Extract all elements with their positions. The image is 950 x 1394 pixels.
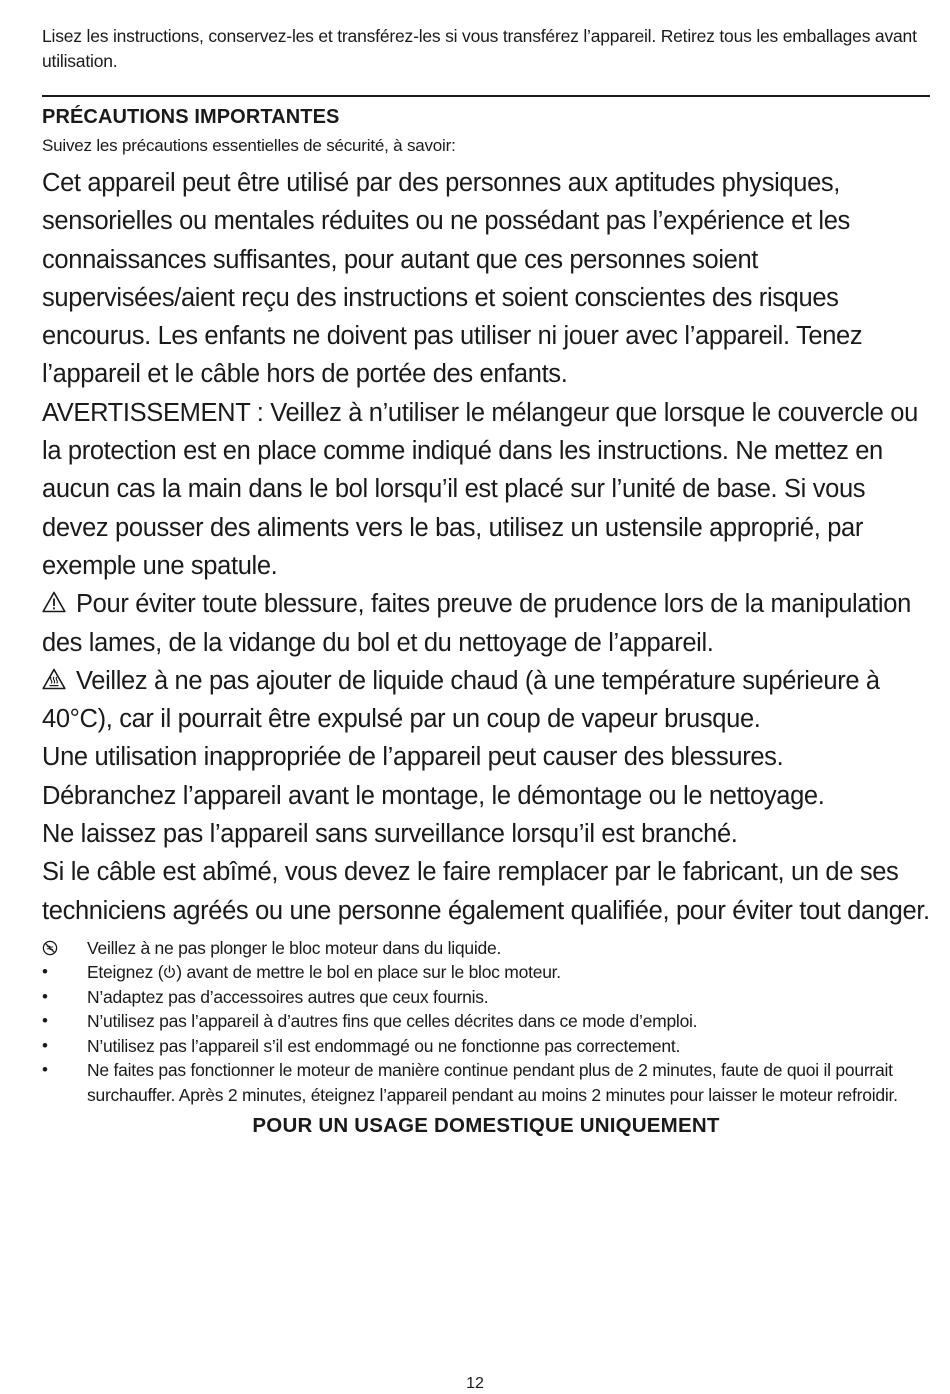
list-item-text: N’adaptez pas d’accessoires autres que ceux fournis. [87,986,489,1007]
paragraph-blades-text: Pour éviter toute blessure, faites preuve de prudence lors de la manipulation des lames, de la vidange du bol et du nettoyage de l’appareil. [42,590,911,657]
safety-paragraphs [42,164,930,930]
list-item-text: Ne faites pas fonctionner le moteur de manière continue pendant plus de 2 minutes, faute de quoi il pourrait surchauffer. Après 2 minutes, éteignez l’appareil pendant au moins 2 minutes pour laisser le moteur refroidir. [87,1060,898,1105]
intro-text: Lisez les instructions, conservez-les et transférez-les si vous transférez l’appareil. Retirez tous les emballages avant utilisation. [42,26,917,71]
bullet-marker: • [42,1011,48,1031]
page-number: 12 [466,1375,484,1392]
list-item-text: N’utilisez pas l’appareil à d’autres fins que celles décrites dans ce mode d’emploi. [87,1011,698,1032]
paragraph-hot-liquid [42,662,930,739]
bullet-marker: • [42,962,48,982]
list-item [42,1058,930,1107]
section-divider [42,95,930,97]
bullet-marker: • [42,1035,48,1055]
list-item [42,1034,930,1059]
paragraph-cable: Si le câble est abîmé, vous devez le faire remplacer par le fabricant, un de ses techniciens agréés ou une personne également qualifiée, pour éviter tout danger. [42,858,930,925]
list-item [42,1009,930,1034]
paragraph-blades [42,585,930,662]
list-item-text-after: ) avant de mettre le bol en place sur le bloc moteur. [176,962,561,983]
paragraph-warning-lid: AVERTISSEMENT : Veillez à n’utiliser le mélangeur que lorsque le couvercle ou la protection est en place comme indiqué dans les instructions. Ne mettez en aucun cas la main dans le bol lorsqu’il est placé sur l’unité de base. Si vous devez pousser des aliments vers le bas, utilisez un ustensile approprié, par exemple une spatule. [42,398,918,580]
list-item [42,985,930,1010]
safety-list [42,936,930,1108]
warning-triangle-icon [42,586,66,608]
paragraph-hot-liquid-text: Veillez à ne pas ajouter de liquide chaud (à une température supérieure à 40°C), car il pourrait être expulsé par un coup de vapeur brusque. [42,666,880,734]
section-subtitle: Suivez les précautions essentielles de sécurité, à savoir: [42,136,456,155]
manual-page [42,24,930,1139]
paragraph-unplug: Débranchez l’appareil avant le montage, le démontage ou le nettoyage. [42,781,825,810]
domestic-use-notice: POUR UN USAGE DOMESTIQUE UNIQUEMENT [252,1114,720,1138]
no-immersion-icon [42,936,62,961]
bullet-marker: • [42,1060,48,1080]
paragraph-misuse: Une utilisation inappropriée de l’appareil peut causer des blessures. [42,743,784,772]
power-icon [163,961,176,975]
list-item-text: Veillez à ne pas plonger le bloc moteur dans du liquide. [87,937,502,958]
paragraph-supervision: Cet appareil peut être utilisé par des personnes aux aptitudes physiques, sensorielles ou mentales réduites ou ne possédant pas l’expérience et les connaissances suffisantes, pour autant que ces personnes soient supervisées/aient reçu des instructions et soient conscientes des risques encourus. Les enfants ne doivent pas utiliser ni jouer avec l’appareil. Tenez l’appareil et le câble hors de portée des enfants. [42,169,863,389]
bullet-marker: • [42,986,48,1006]
list-item [42,936,930,961]
list-item-text: N’utilisez pas l’appareil s’il est endommagé ou ne fonctionne pas correctement. [87,1035,681,1056]
list-item-text-before: Eteignez ( [87,962,164,983]
section-title: PRÉCAUTIONS IMPORTANTES [42,106,340,128]
list-item [42,960,930,985]
hot-liquid-warning-icon [42,663,66,685]
paragraph-unattended: Ne laissez pas l’appareil sans surveillance lorsqu’il est branché. [42,820,738,849]
